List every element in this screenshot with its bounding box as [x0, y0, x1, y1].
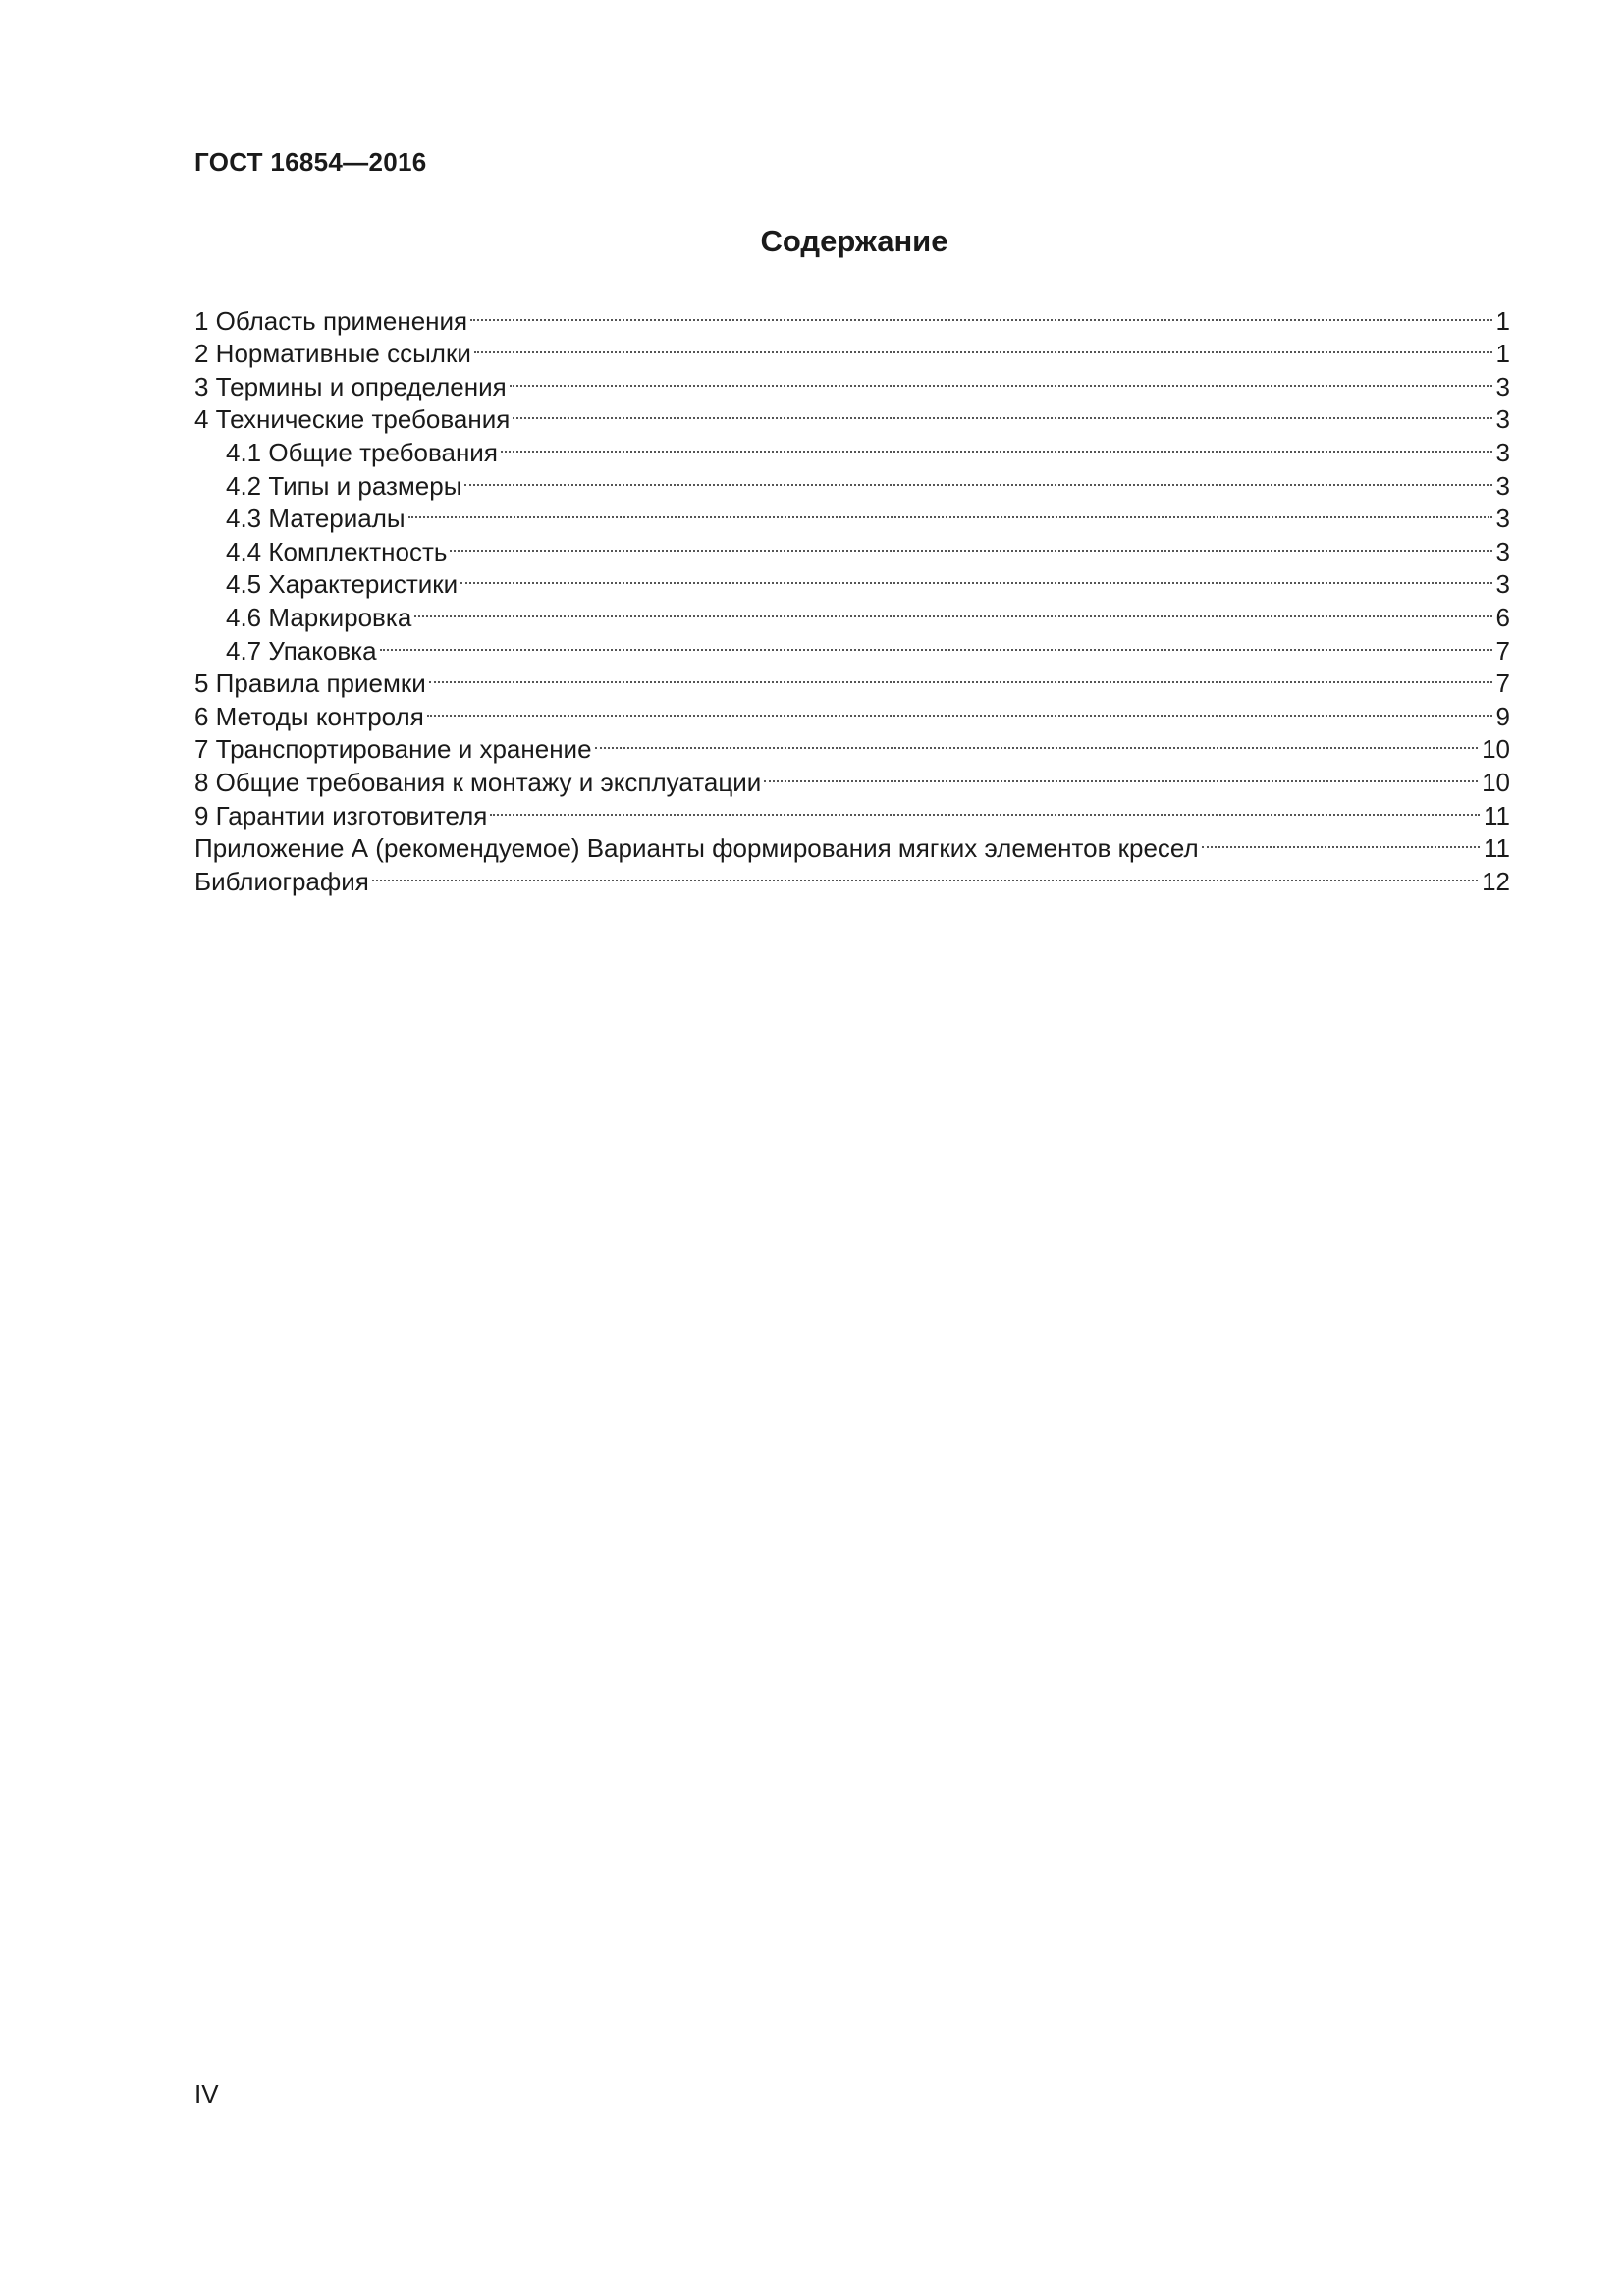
toc-entry-page: 12: [1482, 866, 1510, 896]
toc-entry-page: 3: [1495, 504, 1510, 534]
toc-entry-label: 6 Методы контроля: [194, 701, 424, 731]
toc-entry-page: 10: [1482, 767, 1510, 797]
toc-entry[interactable]: [194, 857, 1510, 896]
toc-entry-label: 9 Гарантии изготовителя: [194, 800, 488, 830]
toc-dot-leader: [380, 626, 1492, 660]
toc-entry-page: 3: [1495, 569, 1510, 600]
toc-entry-page: 3: [1495, 470, 1510, 501]
toc-entry-page: 3: [1495, 404, 1510, 435]
toc-entry-page: 6: [1495, 602, 1510, 632]
toc-entry-label: 4.7 Упаковка: [226, 635, 377, 666]
toc-entry-page: 1: [1495, 339, 1510, 369]
toc-dot-leader: [429, 660, 1492, 693]
toc-entry-label: 4 Технические требования: [194, 404, 511, 435]
toc-dot-leader: [427, 692, 1492, 725]
toc-entry-label: Библиография: [194, 866, 369, 896]
toc-entry-page: 1: [1495, 305, 1510, 336]
toc-dot-leader: [490, 791, 1480, 825]
toc-entry[interactable]: [194, 660, 1510, 699]
toc-title: Содержание: [760, 224, 948, 258]
toc-dot-leader: [408, 495, 1492, 528]
page-number: IV: [194, 2079, 219, 2109]
toc-entry-label: 4.2 Типы и размеры: [226, 470, 462, 501]
standard-designation: ГОСТ 16854—2016: [194, 147, 427, 177]
toc-entry-label: 4.5 Характеристики: [226, 569, 459, 600]
toc-dot-leader: [414, 593, 1491, 626]
toc-dot-leader: [464, 461, 1491, 495]
toc-entry-label: 7 Транспортирование и хранение: [194, 734, 592, 765]
toc-entry-label: 1 Область применения: [194, 305, 468, 336]
toc-entry-page: 7: [1495, 668, 1510, 699]
toc-entry-page: 10: [1482, 734, 1510, 765]
toc-entry-page: 3: [1495, 536, 1510, 566]
toc-entry-label: 5 Правила приемки: [194, 668, 426, 699]
toc-entry-page: 9: [1495, 701, 1510, 731]
toc-entry-label: Приложение А (рекомендуемое) Варианты формирования мягких элементов кресел: [194, 833, 1199, 864]
toc-entry-label: 3 Термины и определения: [194, 371, 507, 401]
toc-dot-leader: [372, 857, 1478, 890]
toc-dot-leader: [1202, 825, 1480, 858]
toc-dot-leader: [595, 725, 1479, 759]
toc-dot-leader: [470, 296, 1491, 330]
toc-entry-label: 4.1 Общие требования: [226, 437, 498, 467]
toc-dot-leader: [460, 561, 1491, 594]
toc-entry-page: 3: [1495, 437, 1510, 467]
toc-entry-page: 11: [1484, 800, 1510, 830]
toc-entry-label: 4.4 Комплектность: [226, 536, 448, 566]
table-of-contents: [194, 296, 1510, 896]
toc-entry-label: 4.3 Материалы: [226, 504, 406, 534]
toc-entry[interactable]: [194, 626, 1510, 666]
toc-entry-page: 11: [1484, 833, 1510, 864]
toc-entry-label: 2 Нормативные ссылки: [194, 339, 471, 369]
toc-dot-leader: [764, 758, 1478, 791]
toc-dot-leader: [510, 362, 1492, 396]
toc-dot-leader: [450, 527, 1491, 561]
toc-entry-label: 8 Общие требования к монтажу и эксплуатации: [194, 767, 762, 797]
toc-entry-label: 4.6 Маркировка: [226, 602, 412, 632]
toc-dot-leader: [513, 396, 1491, 429]
toc-entry-page: 7: [1495, 635, 1510, 666]
toc-dot-leader: [474, 330, 1492, 363]
toc-entry[interactable]: [194, 296, 1510, 336]
toc-dot-leader: [501, 428, 1492, 461]
toc-entry-page: 3: [1495, 371, 1510, 401]
